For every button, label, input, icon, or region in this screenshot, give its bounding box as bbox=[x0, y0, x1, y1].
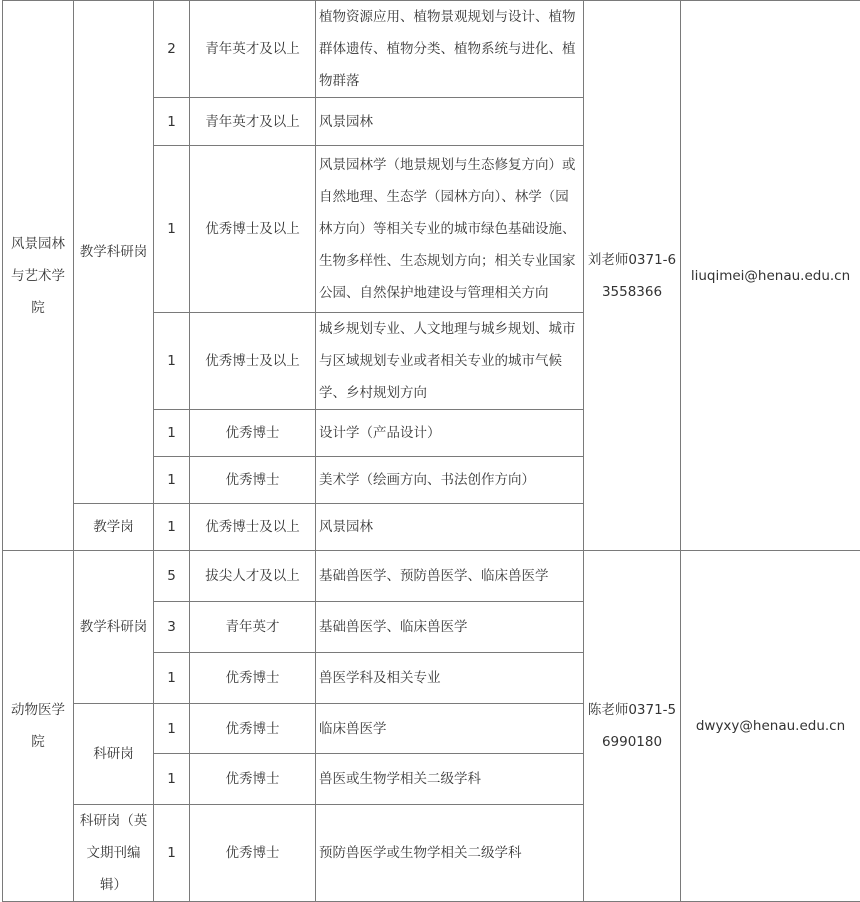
major-cell: 美术学（绘画方向、书法创作方向） bbox=[316, 457, 584, 504]
major-cell: 基础兽医学、预防兽医学、临床兽医学 bbox=[316, 551, 584, 602]
count-cell: 1 bbox=[154, 146, 190, 313]
major-cell: 临床兽医学 bbox=[316, 704, 584, 754]
count-cell: 5 bbox=[154, 551, 190, 602]
major-cell: 基础兽医学、临床兽医学 bbox=[316, 602, 584, 653]
post-cell: 科研岗（英文期刊编辑） bbox=[74, 805, 154, 902]
email-cell: liuqimei@henau.edu.cn bbox=[681, 1, 860, 551]
count-cell: 1 bbox=[154, 457, 190, 504]
level-cell: 青年英才及以上 bbox=[190, 98, 316, 146]
count-cell: 1 bbox=[154, 98, 190, 146]
major-cell: 设计学（产品设计） bbox=[316, 410, 584, 457]
college-cell: 风景园林与艺术学院 bbox=[3, 1, 74, 551]
level-cell: 优秀博士及以上 bbox=[190, 504, 316, 551]
level-cell: 优秀博士 bbox=[190, 805, 316, 902]
count-cell: 3 bbox=[154, 602, 190, 653]
level-cell: 优秀博士及以上 bbox=[190, 146, 316, 313]
recruitment-table bbox=[2, 0, 860, 902]
major-cell: 风景园林 bbox=[316, 98, 584, 146]
count-cell: 1 bbox=[154, 504, 190, 551]
post-cell: 教学科研岗 bbox=[74, 551, 154, 704]
level-cell: 优秀博士 bbox=[190, 754, 316, 805]
post-cell: 教学科研岗 bbox=[74, 1, 154, 504]
count-cell: 1 bbox=[154, 653, 190, 704]
count-cell: 1 bbox=[154, 704, 190, 754]
major-cell: 兽医或生物学相关二级学科 bbox=[316, 754, 584, 805]
email-cell: dwyxy@henau.edu.cn bbox=[681, 551, 860, 902]
major-cell: 风景园林 bbox=[316, 504, 584, 551]
level-cell: 拔尖人才及以上 bbox=[190, 551, 316, 602]
level-cell: 青年英才及以上 bbox=[190, 1, 316, 98]
major-cell: 预防兽医学或生物学相关二级学科 bbox=[316, 805, 584, 902]
contact-cell: 陈老师0371-56990180 bbox=[584, 551, 681, 902]
level-cell: 优秀博士 bbox=[190, 704, 316, 754]
table-row bbox=[3, 551, 860, 602]
contact-cell: 刘老师0371-63558366 bbox=[584, 1, 681, 551]
major-cell: 风景园林学（地景规划与生态修复方向）或自然地理、生态学（园林方向）、林学（园林方向）等相关专业的城市绿色基础设施、生物多样性、生态规划方向；相关专业国家公园、自然保护地建设与管理相关方向 bbox=[316, 146, 584, 313]
major-cell: 兽医学科及相关专业 bbox=[316, 653, 584, 704]
level-cell: 优秀博士 bbox=[190, 653, 316, 704]
count-cell: 2 bbox=[154, 1, 190, 98]
level-cell: 青年英才 bbox=[190, 602, 316, 653]
post-cell: 科研岗 bbox=[74, 704, 154, 805]
level-cell: 优秀博士 bbox=[190, 410, 316, 457]
level-cell: 优秀博士及以上 bbox=[190, 313, 316, 410]
post-cell: 教学岗 bbox=[74, 504, 154, 551]
count-cell: 1 bbox=[154, 313, 190, 410]
major-cell: 城乡规划专业、人文地理与城乡规划、城市与区域规划专业或者相关专业的城市气候学、乡村规划方向 bbox=[316, 313, 584, 410]
count-cell: 1 bbox=[154, 805, 190, 902]
major-cell: 植物资源应用、植物景观规划与设计、植物群体遗传、植物分类、植物系统与进化、植物群落 bbox=[316, 1, 584, 98]
count-cell: 1 bbox=[154, 754, 190, 805]
college-cell: 动物医学院 bbox=[3, 551, 74, 902]
count-cell: 1 bbox=[154, 410, 190, 457]
level-cell: 优秀博士 bbox=[190, 457, 316, 504]
table-row bbox=[3, 1, 860, 98]
